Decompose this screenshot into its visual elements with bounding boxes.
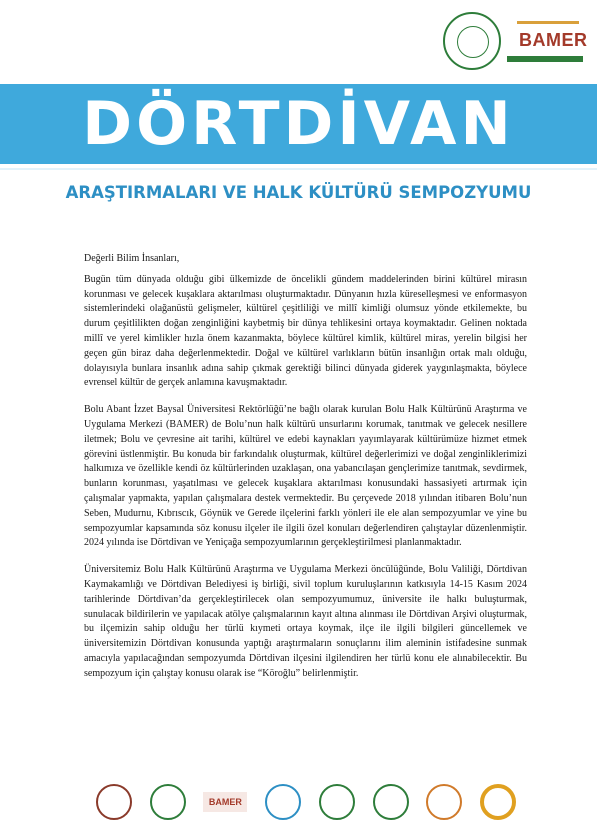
valilik-seal-icon (96, 784, 132, 820)
bamer-logo-text: BAMER (519, 30, 588, 50)
footer-logos (96, 778, 516, 826)
bamer-logo (507, 16, 588, 66)
bamer-footer-logo: BAMER (203, 792, 247, 812)
paragraph-3: Üniversitemiz Bolu Halk Kültürünü Araştırma ve Uygulama Merkezi öncülüğünde, Bolu Valiliği, Dörtdivan Kaymakamlığı ve Dörtdivan Belediyesi iş birliği, sivil toplum kuruluşlarının katkısıyla 14-15 Kasım 2024 tarihlerinde Dörtdivan’da gerçekleştirilecek olan sempozyumumuz, üniversite ile halkı buluşturmak, sunulacak bildirilerin ve yapılacak atölye çalışmalarının kayıt altına alınması ile Dörtdivan Arşivi oluşturmak, bu ilçemizin sahip olduğu her türlü kıymeti ortaya koymak, ilçe ile ilgili bilgileri güncellemek ve üniversitemizin Dörtdivan konusunda yaptığı araştırmaların sonuçlarını ilim aleminin istifadesine sunmak amacıyla yapılacağından sempozyumda Dörtdivan ilçesini ilgilendiren her türlü konu ele alınabilecektir. Bu sempozyum için çalıştay konusu olarak ise “Köroğlu” belirlenmiştir. (84, 564, 527, 679)
koroglu-logo-icon (426, 784, 462, 820)
municipality-logo-icon (265, 784, 301, 820)
paragraph-1: Bugün tüm dünyada olduğu gibi ülkemizde de öncelikli gündem maddelerinden birini kültürel mirasın korunması ve gelecek kuşaklara aktarılması oluşturmaktadır. Dünyanın hızla küreselleşmesi ve enformasyon sistemlerindeki olağanüstü gelişmeler, kültürel çeşitliliği ve millî kimliği olumsuz yönde etkilemekte, bu durum çeşitlilikten doğan zenginliğini kaybetmiş bir dünya tehlikesini ortaya koymaktadır. Gelinen noktada millî ve yerel kimlikler hızla önem kazanmakta, böylece kültürel kimlik, kültürel miras, yerelin bilgisi her geçen gün biraz daha değerlenmektedir. Doğal ve kültürel varlıkların bütün insanlığın ortak malı olduğu, dolayısıyla bunlara insanlık adına sahip çıkmak gerektiği bilinci dünyada giderek yaygınlaşmakta, böylece evrensel kültür de gerçek anlamına kavuşmaktadır. (84, 273, 527, 389)
letter-body (84, 252, 527, 694)
green-seal-icon (373, 784, 409, 820)
bamer-logo-bar (507, 56, 583, 62)
paragraph-2: Bolu Abant İzzet Baysal Üniversitesi Rektörlüğü’ne bağlı olarak kurulan Bolu Halk Kültürünü Araştırma ve Uygulama Merkezi (BAMER) de Bolu’nun halk kültürü unsurlarını korumak, tanıtmak ve gelecek nesillere iletmek; Bolu ve çevresine ait tarihi, kültürel ve edebi kaynakları yayımlayarak kültürümüze hizmet etmek görevini üstlenmiştir. Bu konuda bir farkındalık oluşturmak, kültürel değerlerimizi ve doğal zenginliklerimizi halkımıza ve özellikle kendi öz kültürlerinden uzaklaşan, ona yabancılaşan gençlerimize tanıtmak, sevdirmek, bunların korunması, yaşatılması ve gelecek kuşaklara aktarılması konusundaki hassasiyeti artırmak için çalışmalar yapmakta, yapılan çalışmalara destek vermektedir. Bu çerçevede 2018 yılından itibaren Bolu’nun Seben, Mudurnu, Kıbrıscık, Göynük ve Gerede ilçelerini farklı yönleri ile ele alan sempozyumlar ve yine bu sempozyumlar kapsamında söz konusu ilçeler ile ilgili özel konuları değerlendiren çalıştaylar düzenlenmiştir. 2024 yılında ise Dörtdivan ve Yeniçağa sempozyumlarının gerçekleştirilmesi planlanmaktadır. (84, 404, 527, 549)
salutation: Değerli Bilim İnsanları, (84, 253, 180, 264)
title-banner: DÖRTDİVAN (0, 84, 597, 164)
header-logos (443, 10, 588, 72)
university-seal-logo (443, 12, 501, 70)
bamer-logo-stripe (517, 21, 579, 24)
sdg-wheel-icon (480, 784, 516, 820)
university-seal-icon (150, 784, 186, 820)
dortdivan-belediyesi-icon (319, 784, 355, 820)
subtitle-banner: ARAŞTIRMALARI VE HALK KÜLTÜRÜ SEMPOZYUMU (0, 168, 597, 216)
